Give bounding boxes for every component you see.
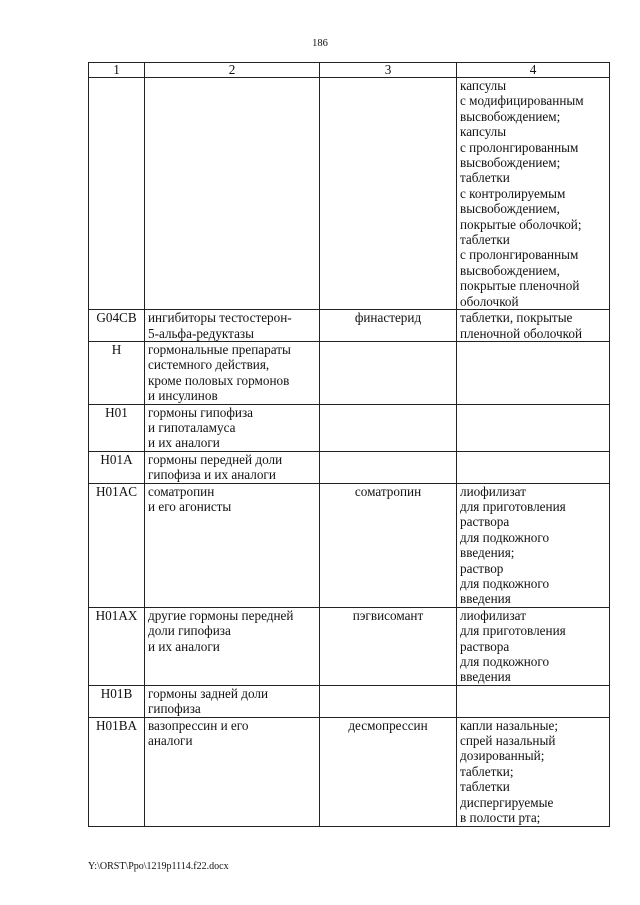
dosage-form-cell: таблетки, покрытые пленочной оболочкой	[457, 310, 610, 342]
column-header-2: 2	[145, 63, 320, 78]
table-row	[89, 451, 610, 483]
atc-code-cell: H01BA	[89, 717, 145, 826]
group-name-cell: гормональные препараты системного действия, кроме половых гормонов и инсулинов	[145, 341, 320, 404]
table-row	[89, 607, 610, 685]
drug-name-cell: пэгвисомант	[320, 607, 457, 685]
atc-code-cell: H01AC	[89, 483, 145, 607]
document-file-path: Y:\ORST\Ppo\1219p1114.f22.docx	[88, 861, 229, 872]
drug-name-cell	[320, 451, 457, 483]
dosage-form-cell	[457, 685, 610, 717]
dosage-form-cell: капли назальные; спрей назальный дозированный; таблетки; таблетки диспергируемые в полости рта;	[457, 717, 610, 826]
dosage-form-cell: лиофилизат для приготовления раствора для подкожного введения; раствор для подкожного введения	[457, 483, 610, 607]
drug-name-cell: финастерид	[320, 310, 457, 342]
atc-code-cell: H01	[89, 404, 145, 451]
drug-name-cell	[320, 685, 457, 717]
column-header-1: 1	[89, 63, 145, 78]
table-row	[89, 310, 610, 342]
drug-classification-table	[88, 62, 610, 827]
table-row	[89, 483, 610, 607]
group-name-cell: гормоны передней доли гипофиза и их аналоги	[145, 451, 320, 483]
drug-name-cell	[320, 78, 457, 310]
atc-code-cell: H	[89, 341, 145, 404]
table-row	[89, 341, 610, 404]
table-row	[89, 78, 610, 310]
group-name-cell: соматропин и его агонисты	[145, 483, 320, 607]
group-name-cell	[145, 78, 320, 310]
table-header-row	[89, 63, 610, 78]
drug-name-cell	[320, 341, 457, 404]
atc-code-cell: H01A	[89, 451, 145, 483]
atc-code-cell: H01AX	[89, 607, 145, 685]
column-header-3: 3	[320, 63, 457, 78]
drug-name-cell	[320, 404, 457, 451]
group-name-cell: гормоны задней доли гипофиза	[145, 685, 320, 717]
table-row	[89, 685, 610, 717]
drug-name-cell: соматропин	[320, 483, 457, 607]
atc-code-cell: G04CB	[89, 310, 145, 342]
dosage-form-cell	[457, 404, 610, 451]
atc-code-cell	[89, 78, 145, 310]
dosage-form-cell: капсулы с модифицированным высвобождением; капсулы с пролонгированным высвобождением; таблетки с контролируемым высвобождением, покрытые оболочкой; таблетки с пролонгированным высвобождением, покрытые пленочной оболочкой	[457, 78, 610, 310]
dosage-form-cell: лиофилизат для приготовления раствора для подкожного введения	[457, 607, 610, 685]
group-name-cell: другие гормоны передней доли гипофиза и их аналоги	[145, 607, 320, 685]
group-name-cell: гормоны гипофиза и гипоталамуса и их аналоги	[145, 404, 320, 451]
table-row	[89, 717, 610, 826]
group-name-cell: вазопрессин и его аналоги	[145, 717, 320, 826]
group-name-cell: ингибиторы тестостерон- 5-альфа-редуктазы	[145, 310, 320, 342]
column-header-4: 4	[457, 63, 610, 78]
page-number: 186	[312, 38, 328, 49]
dosage-form-cell	[457, 451, 610, 483]
atc-code-cell: H01B	[89, 685, 145, 717]
table-row	[89, 404, 610, 451]
drug-name-cell: десмопрессин	[320, 717, 457, 826]
dosage-form-cell	[457, 341, 610, 404]
